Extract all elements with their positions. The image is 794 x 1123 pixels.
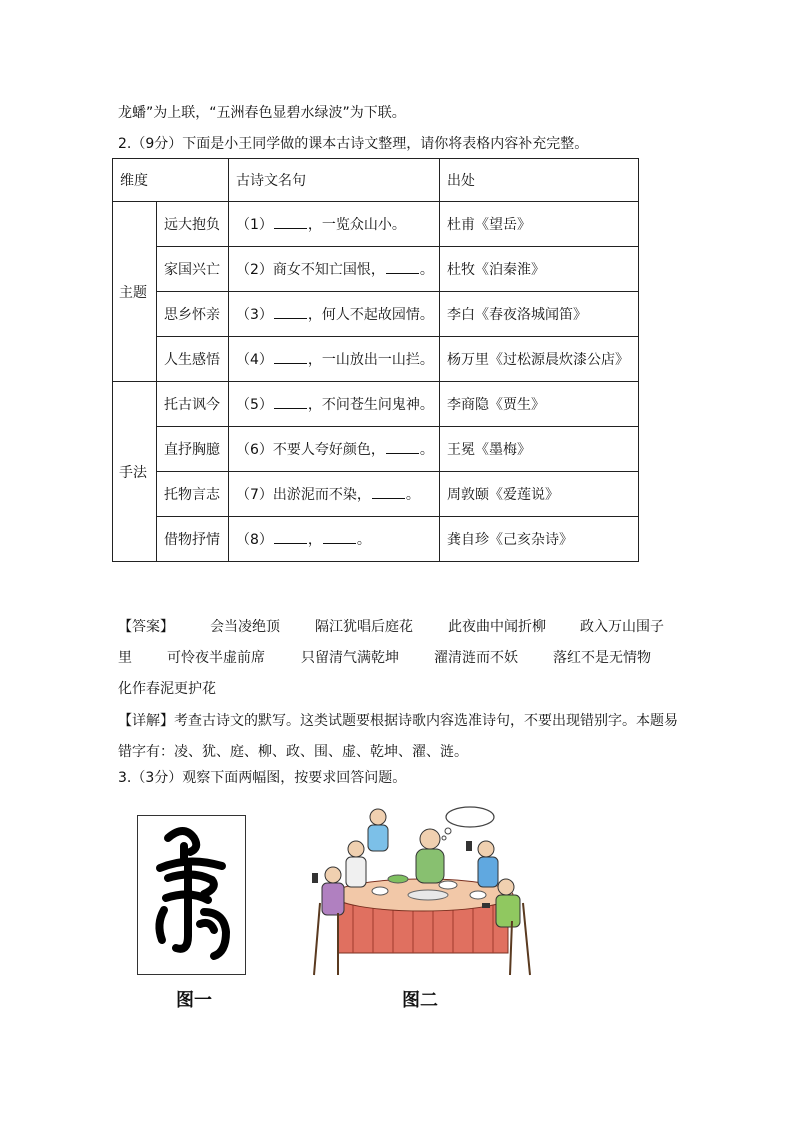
- verse-cell: [229, 382, 440, 427]
- source-cell: 杜甫《望岳》: [440, 202, 639, 247]
- source-cell: 杨万里《过松源晨炊漆公店》: [440, 337, 639, 382]
- verse-text: （5）: [236, 397, 273, 413]
- fill-in-blank[interactable]: [372, 486, 405, 499]
- table-row: [113, 382, 639, 427]
- fill-in-blank[interactable]: [274, 351, 307, 364]
- fill-in-blank[interactable]: [386, 441, 419, 454]
- header-dimension: 维度: [113, 159, 229, 202]
- sub-dimension: 托古讽今: [157, 382, 229, 427]
- source-cell: 周敦颐《爱莲说》: [440, 472, 639, 517]
- verse-text: ，何人不起故园情。: [307, 307, 434, 323]
- header-verse: 古诗文名句: [229, 159, 440, 202]
- answer-item: 里: [118, 650, 132, 666]
- table-row: [113, 247, 639, 292]
- answer-item: 化作春泥更护花: [118, 681, 216, 697]
- table-row: [113, 292, 639, 337]
- verse-text: （2）商女不知亡国恨，: [236, 262, 385, 278]
- group-label: 手法: [113, 382, 157, 562]
- table-row: [113, 517, 639, 562]
- source-cell: 李商隐《贾生》: [440, 382, 639, 427]
- sub-dimension: 远大抱负: [157, 202, 229, 247]
- verse-cell: [229, 292, 440, 337]
- source-cell: 龚自珍《己亥杂诗》: [440, 517, 639, 562]
- sub-dimension: 直抒胸臆: [157, 427, 229, 472]
- verse-cell: [229, 247, 440, 292]
- verse-text: ，不问苍生问鬼神。: [307, 397, 434, 413]
- verse-text: 。: [419, 442, 434, 458]
- table-row: [113, 472, 639, 517]
- sub-dimension: 托物言志: [157, 472, 229, 517]
- answer-label: 【答案】: [118, 619, 174, 635]
- fill-in-blank[interactable]: [323, 531, 356, 544]
- group-label: 主题: [113, 202, 157, 382]
- fill-in-blank[interactable]: [274, 531, 307, 544]
- figure-2-family-dinner-illustration: [298, 803, 543, 978]
- fill-in-blank[interactable]: [274, 306, 307, 319]
- answer-item: 会当凌绝顶: [210, 619, 280, 635]
- verse-cell: [229, 337, 440, 382]
- verse-text: 。: [419, 262, 434, 278]
- verse-text: （3）: [236, 307, 273, 323]
- answer-item: 隔江犹唱后庭花: [315, 619, 413, 635]
- sub-dimension: 人生感悟: [157, 337, 229, 382]
- source-cell: 杜牧《泊秦淮》: [440, 247, 639, 292]
- answer-item: 濯清涟而不妖: [434, 650, 518, 666]
- figure-1-seal-character: [137, 815, 246, 975]
- detail-section: [118, 706, 678, 768]
- dinner-scene-icon: [298, 803, 543, 978]
- verse-text: ，: [307, 532, 322, 548]
- sub-dimension: 家国兴亡: [157, 247, 229, 292]
- verse-cell: [229, 427, 440, 472]
- verse-cell: [229, 517, 440, 562]
- source-cell: 李白《春夜洛城闻笛》: [440, 292, 639, 337]
- sub-dimension: 借物抒情: [157, 517, 229, 562]
- answer-row-1: [118, 612, 678, 643]
- verse-text: （4）: [236, 352, 273, 368]
- figure-2-caption: 图二: [402, 990, 438, 1011]
- answer-row-2: [118, 643, 678, 674]
- verse-cell: [229, 202, 440, 247]
- verse-text: ，一览众山小。: [307, 217, 406, 233]
- table-row: [113, 337, 639, 382]
- answer-item: 只留清气满乾坤: [301, 650, 399, 666]
- detail-line-2: 错字有：凌、犹、庭、柳、政、围、虚、乾坤、濯、涟。: [118, 744, 468, 760]
- fill-in-blank[interactable]: [274, 396, 307, 409]
- verse-text: （8）: [236, 532, 273, 548]
- answer-item: 可怜夜半虚前席: [167, 650, 265, 666]
- answer-item: 落红不是无情物: [553, 650, 651, 666]
- figure-1-caption: 图一: [176, 990, 212, 1011]
- verse-text: ，一山放出一山拦。: [307, 352, 434, 368]
- verse-text: （6）不要人夸好颜色，: [236, 442, 385, 458]
- intro-line: 龙蟠”为上联，“五洲春色显碧水绿波”为下联。: [118, 105, 406, 121]
- sub-dimension: 思乡怀亲: [157, 292, 229, 337]
- answer-item: 政入万山围子: [580, 619, 664, 635]
- source-cell: 王冕《墨梅》: [440, 427, 639, 472]
- table-header-row: [113, 159, 639, 202]
- poem-table: [112, 158, 639, 562]
- question-3: 3.（3分）观察下面两幅图，按要求回答问题。: [118, 770, 407, 786]
- answer-item: 此夜曲中闻折柳: [448, 619, 546, 635]
- verse-text: 。: [405, 487, 420, 503]
- table-row: [113, 427, 639, 472]
- answer-section: [118, 612, 678, 705]
- fill-in-blank[interactable]: [386, 261, 419, 274]
- question-2: 2.（9分）下面是小王同学做的课本古诗文整理，请你将表格内容补充完整。: [118, 136, 589, 152]
- fill-in-blank[interactable]: [274, 216, 307, 229]
- header-source: 出处: [440, 159, 639, 202]
- verse-text: 。: [356, 532, 371, 548]
- detail-line-1: 【详解】考查古诗文的默写。这类试题要根据诗歌内容选准诗句，不要出现错别字。本题易: [118, 713, 678, 729]
- seal-glyph-icon: [138, 816, 245, 974]
- verse-text: （1）: [236, 217, 273, 233]
- answer-row-3: [118, 674, 678, 705]
- verse-text: （7）出淤泥而不染，: [236, 487, 371, 503]
- table-row: [113, 202, 639, 247]
- verse-cell: [229, 472, 440, 517]
